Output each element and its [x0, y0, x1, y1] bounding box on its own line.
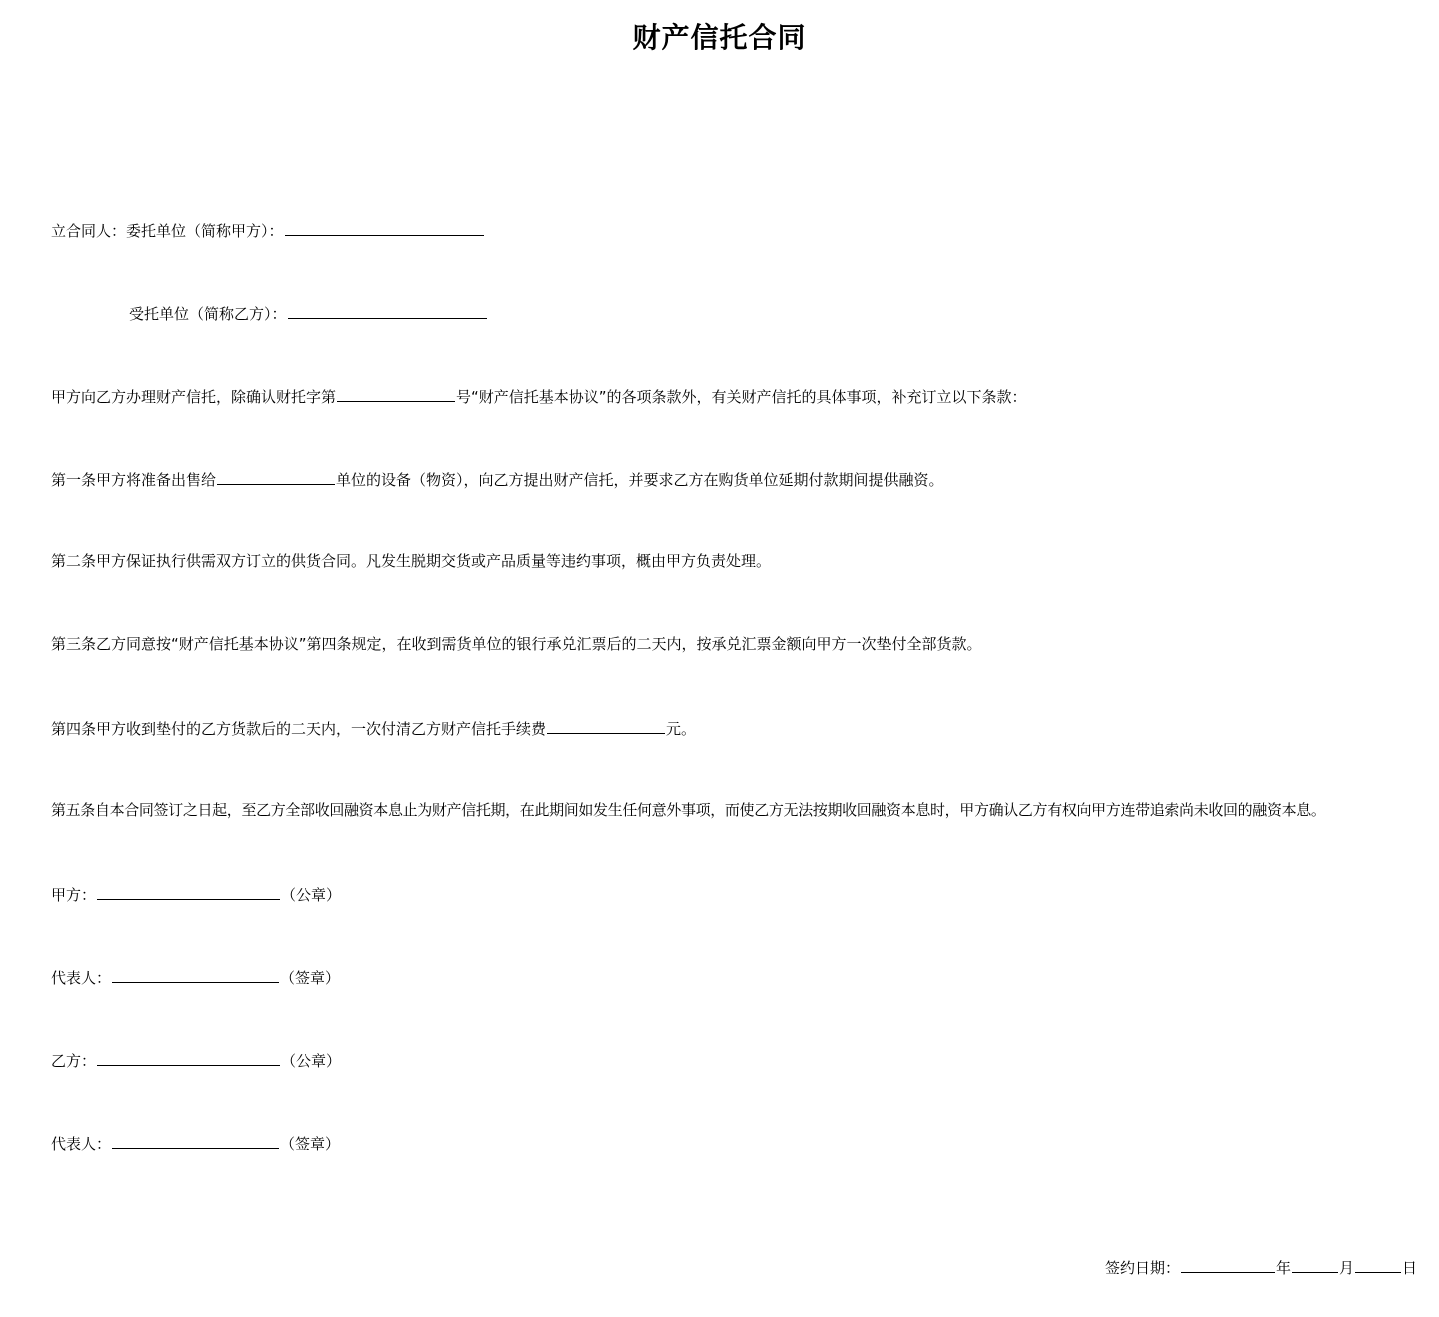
article1-line: [51, 468, 944, 488]
party-a-blank: [285, 219, 484, 236]
party-a-label: 立合同人：委托单位（简称甲方）：: [51, 222, 284, 240]
signature-blank: [97, 1049, 280, 1066]
party-b-label: 受托单位（简称乙方）：: [129, 305, 287, 323]
signature-note: （签章）: [280, 969, 341, 987]
signature-label: 甲方：: [51, 886, 97, 904]
signature-blank: [112, 966, 279, 983]
article5-line: 第五条自本合同签订之日起，至乙方全部收回融资本息止为财产信托期，在此期间如发生任何意外事项，而使乙方无法按期收回融资本息时，甲方确认乙方有权向甲方连带追索尚未收回的融资本息。: [51, 801, 1326, 819]
buyer-unit-blank: [217, 468, 335, 485]
article4-after: 元。: [666, 720, 697, 738]
signature-party-a: [51, 883, 341, 903]
signature-representative-a: [51, 966, 340, 986]
signature-note: （签章）: [280, 1135, 341, 1153]
signature-representative-b: [51, 1132, 340, 1152]
signature-blank: [97, 883, 280, 900]
document-title: 财产信托合同: [632, 21, 807, 54]
sign-date: [1105, 1256, 1417, 1278]
article4-before: 第四条甲方收到垫付的乙方货款后的二天内，一次付清乙方财产信托手续费: [51, 720, 547, 738]
sign-date-label: 签约日期：: [1104, 1259, 1180, 1277]
signature-party-b: [51, 1049, 341, 1069]
signature-note: （公章）: [281, 1052, 342, 1070]
month-label: 月: [1338, 1259, 1354, 1277]
intro-after: 号“财产信托基本协议”的各项条款外，有关财产信托的具体事项，补充订立以下条款：: [456, 388, 1027, 406]
day-label: 日: [1401, 1259, 1417, 1277]
article2-line: 第二条甲方保证执行供需双方订立的供货合同。凡发生脱期交货或产品质量等违约事项，概由甲方负责处理。: [51, 552, 772, 570]
month-blank: [1292, 1256, 1338, 1273]
signature-label: 乙方：: [51, 1052, 97, 1070]
day-blank: [1355, 1256, 1401, 1273]
signature-label: 代表人：: [51, 969, 112, 987]
signature-blank: [112, 1132, 279, 1149]
article4-line: [51, 717, 696, 737]
signature-note: （公章）: [281, 886, 342, 904]
article1-after: 单位的设备（物资），向乙方提出财产信托，并要求乙方在购货单位延期付款期间提供融资。: [336, 471, 944, 489]
fee-blank: [547, 717, 665, 734]
year-blank: [1181, 1256, 1275, 1273]
signature-label: 代表人：: [51, 1135, 112, 1153]
party-a-line: [51, 219, 485, 239]
article1-before: 第一条甲方将准备出售给: [51, 471, 217, 489]
intro-line: [51, 385, 1027, 405]
party-b-line: [129, 302, 488, 322]
party-b-blank: [288, 302, 487, 319]
intro-before: 甲方向乙方办理财产信托，除确认财托字第: [51, 388, 337, 406]
article3-line: 第三条乙方同意按“财产信托基本协议”第四条规定，在收到需货单位的银行承兑汇票后的二天内，按承兑汇票金额向甲方一次垫付全部货款。: [51, 635, 982, 653]
agreement-number-blank: [337, 385, 455, 402]
year-label: 年: [1275, 1259, 1291, 1277]
